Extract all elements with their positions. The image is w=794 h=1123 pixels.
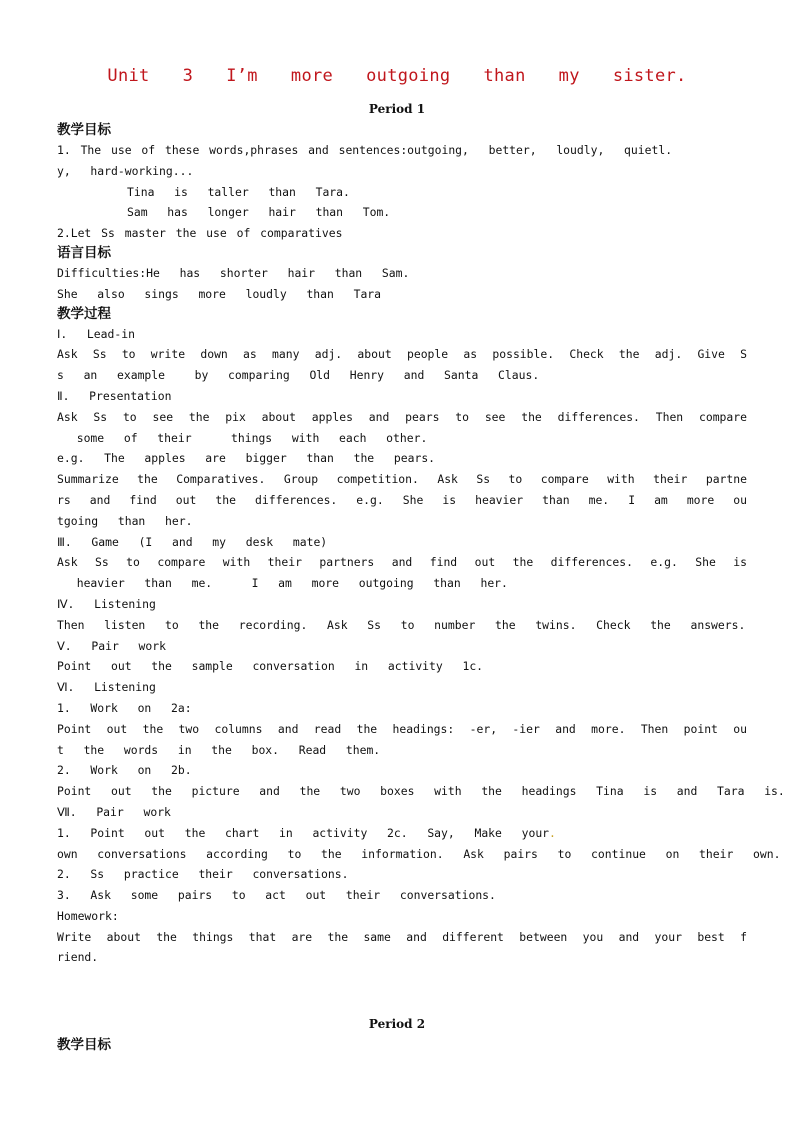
text-line: 2. Ss practice their conversations.: [57, 867, 349, 882]
section-heading-teaching-process: 教学过程: [57, 305, 111, 322]
section-heading-language-goals: 语言目标: [57, 244, 111, 261]
text-line: She also sings more loudly than Tara: [57, 286, 382, 301]
text-line: y, hard-working...: [57, 163, 194, 178]
step-heading: Ⅵ. Listening: [57, 680, 156, 695]
text-line: Sam has longer hair than Tom.: [127, 205, 391, 220]
text-line: Difficulties:He has shorter hair than Sam.: [57, 265, 410, 280]
text-line: [57, 823, 747, 844]
period-2-heading: Period 2: [368, 1017, 426, 1031]
text-line: Write about the things that are the same and different between you and your best f: [57, 929, 747, 944]
text-line: heavier than me. I am more outgoing than her.: [57, 576, 508, 591]
text-line: Tina is taller than Tara.: [127, 184, 350, 199]
text-line: Ask Ss to see the pix about apples and pears to see the differences. Then compare: [57, 409, 747, 424]
step-heading: Ⅴ. Pair work: [57, 638, 166, 653]
unit-title: Unit 3 I’m more outgoing than my sister.: [107, 66, 687, 86]
text-line: 3. Ask some pairs to act out their conversations.: [57, 888, 496, 903]
text-line: own conversations according to the information. Ask pairs to continue on their own.: [57, 846, 781, 861]
text-line: Summarize the Comparatives. Group competition. Ask Ss to compare with their partne: [57, 472, 747, 487]
text-line: s an example by comparing Old Henry and Santa Claus.: [57, 368, 540, 383]
text-line: e.g. The apples are bigger than the pears.: [57, 451, 436, 466]
text-line: 1. The use of these words,phrases and sentences:outgoing, better, loudly, quietl.: [57, 143, 673, 157]
text-line: rs and find out the differences. e.g. She is heavier than me. I am more ou: [57, 492, 747, 507]
text-line: Ask Ss to compare with their partners and find out the differences. e.g. She is: [57, 555, 747, 570]
text-line: Then listen to the recording. Ask Ss to number the twins. Check the answers.: [57, 617, 746, 632]
text-line: tgoing than her.: [57, 513, 193, 528]
text-line: t the words in the box. Read them.: [57, 742, 381, 757]
step-heading: Ⅲ. Game (I and my desk mate): [57, 534, 328, 549]
text-line: 1. Work on 2a:: [57, 700, 192, 715]
annotation-dot: .: [549, 825, 556, 840]
homework-label: Homework:: [57, 908, 119, 923]
text-line: riend.: [57, 950, 99, 965]
text-line: Point out the two columns and read the headings: -er, -ier and more. Then point ou: [57, 721, 747, 736]
text-span: 1. Point out the chart in activity 2c. Say, Make your: [57, 825, 550, 840]
step-heading: Ⅱ. Presentation: [57, 388, 172, 403]
step-heading: Ⅳ. Listening: [57, 596, 156, 611]
section-heading-teaching-goals-2: 教学目标: [57, 1037, 111, 1053]
text-line: Ask Ss to write down as many adj. about people as possible. Check the adj. Give S: [57, 347, 747, 362]
step-heading: Ⅰ. Lead-in: [57, 326, 135, 341]
section-heading-teaching-goals: 教学目标: [57, 122, 111, 138]
step-heading: Ⅶ. Pair work: [57, 804, 171, 819]
period-1-heading: Period 1: [368, 102, 426, 116]
lesson-plan-body: [57, 121, 785, 968]
text-line: Point out the picture and the two boxes with the headings Tina is and Tara is.: [57, 784, 785, 799]
text-line: 2. Work on 2b.: [57, 763, 192, 778]
text-line: 2.Let Ss master the use of comparatives: [57, 226, 343, 241]
text-line: some of their things with each other.: [57, 430, 428, 445]
text-line: Point out the sample conversation in activity 1c.: [57, 659, 484, 674]
